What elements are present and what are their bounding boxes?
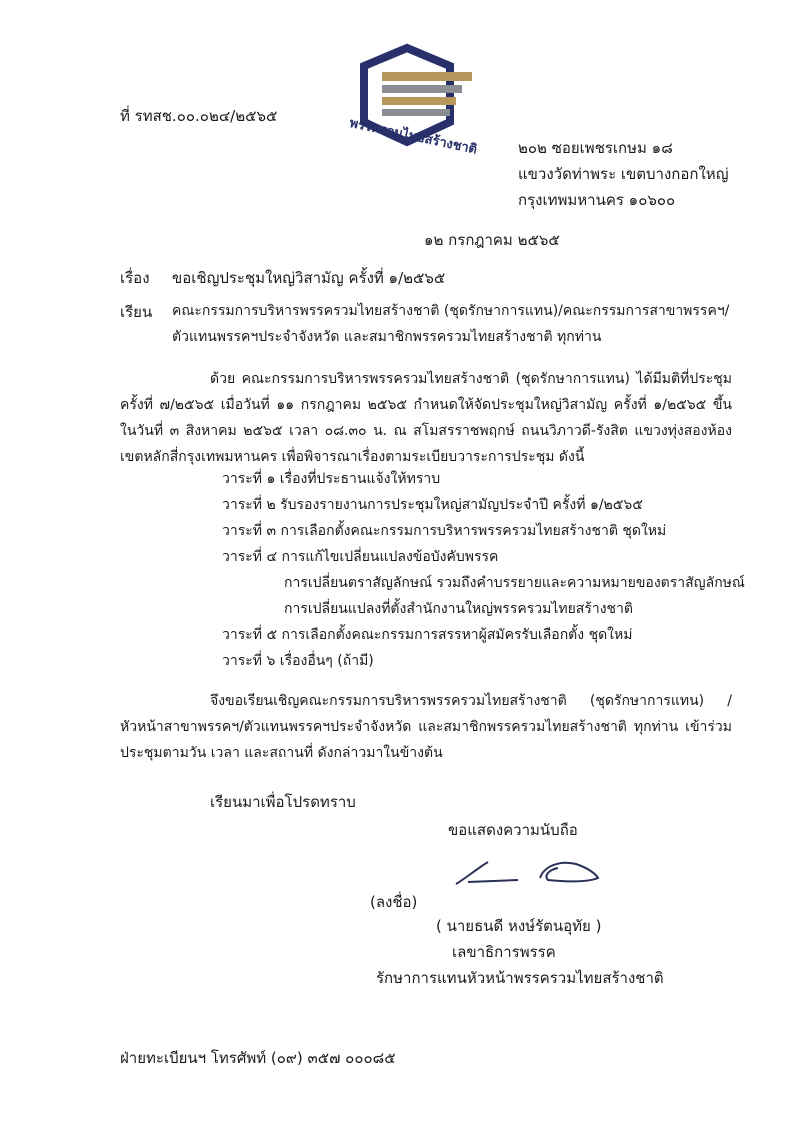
agenda-item-2: วาระที่ ๒ รับรองรายงานการประชุมใหญ่สามัญประจำปี ครั้งที่ ๑/๒๕๖๕: [222, 497, 643, 513]
party-logo: [348, 42, 502, 160]
signer-title-2: รักษาการแทนหัวหน้าพรรครวมไทยสร้างชาติ: [376, 969, 664, 987]
recipient-line-2: ตัวแทนพรรคฯประจำจังหวัด และสมาชิกพรรครวมไทยสร้างชาติ ทุกท่าน: [172, 329, 602, 345]
for-information: เรียนมาเพื่อโปรดทราบ: [210, 793, 356, 811]
address-line-3: กรุงเทพมหานคร ๑๐๖๐๐: [518, 191, 676, 209]
logo-text: พรรครวมไทยสร้างชาติ: [348, 115, 479, 158]
signer-name: ( นายธนดี หงษ์รัตนอุทัย ): [436, 917, 602, 935]
agenda-item-4: วาระที่ ๔ การแก้ไขเปลี่ยนแปลงข้อบังคับพรรค: [222, 549, 499, 565]
reference-number: ที่ รทสช.๐๐.๐๒๔/๒๕๖๕: [120, 107, 278, 125]
agenda-item-1: วาระที่ ๑ เรื่องที่ประธานแจ้งให้ทราบ: [222, 471, 441, 487]
handwritten-signature: [448, 852, 608, 892]
recipient-label: เรียน: [120, 303, 153, 321]
agenda-list: [222, 466, 745, 674]
signed-label: (ลงชื่อ): [370, 893, 418, 911]
regards: ขอแสดงความนับถือ: [448, 821, 578, 839]
closing-paragraph-text: จึงขอเรียนเชิญคณะกรรมการบริหารพรรครวมไทยสร้างชาติ (ชุดรักษาการแทน) /หัวหน้าสาขาพรรคฯ/ตัวแทนพรรคฯประจำจังหวัด และสมาชิกพรรครวมไทยสร้างชาติ ทุกท่าน เข้าร่วม ประชุมตามวัน เวลา และสถานที่ ดังกล่าวมาในข้างต้น: [120, 693, 732, 761]
subject-text: ขอเชิญประชุมใหญ่วิสามัญ ครั้งที่ ๑/๒๕๖๕: [172, 269, 446, 287]
body-paragraph-text: ด้วย คณะกรรมการบริหารพรรครวมไทยสร้างชาติ (ชุดรักษาการแทน) ได้มีมติที่ประชุม ครั้งที่ ๗/๒๕๖๕ เมื่อวันที่ ๑๑ กรกฎาคม ๒๕๖๕ กำหนดให้จัดประชุมใหญ่วิสามัญ ครั้งที่ ๑/๒๕๖๕ ขึ้น ในวันที่ ๓ สิงหาคม ๒๕๖๕ เวลา ๐๘.๓๐ น. ณ สโมสรราชพฤกษ์ ถนนวิภาวดี-รังสิต แขวงทุ่งสองห้อง เขตหลักสี่กรุงเทพมหานคร เพื่อพิจารณาเรื่องตามระเบียบวาระการประชุม ดังนี้: [120, 371, 733, 465]
agenda-item-4-sub-1: การเปลี่ยนตราสัญลักษณ์ รวมถึงคำบรรยายและความหมายของตราสัญลักษณ์: [284, 575, 745, 591]
closing-paragraph: [120, 688, 732, 766]
footer-contact: ฝ่ายทะเบียนฯ โทรศัพท์ (๐๙) ๓๕๗ ๐๐๐๘๕: [120, 1049, 396, 1067]
agenda-item-6: วาระที่ ๖ เรื่องอื่นๆ (ถ้ามี): [222, 653, 374, 669]
body-paragraph: [120, 366, 732, 470]
agenda-item-5: วาระที่ ๕ การเลือกตั้งคณะกรรมการสรรหาผู้สมัครรับเลือกตั้ง ชุดใหม่: [222, 627, 633, 643]
address-line-2: แขวงวัดท่าพระ เขตบางกอกใหญ่: [518, 165, 729, 183]
subject-label: เรื่อง: [120, 269, 150, 287]
address-line-1: ๒๐๒ ซอยเพชรเกษม ๑๘: [518, 139, 673, 157]
agenda-item-4-sub-2: การเปลี่ยนแปลงที่ตั้งสำนักงานใหญ่พรรครวมไทยสร้างชาติ: [284, 601, 634, 617]
signer-title-1: เลขาธิการพรรค: [452, 943, 556, 961]
recipient-line-1: คณะกรรมการบริหารพรรครวมไทยสร้างชาติ (ชุดรักษาการแทน)/คณะกรรมการสาขาพรรคฯ/: [172, 303, 730, 319]
letter-date: ๑๒ กรกฎาคม ๒๕๖๕: [424, 231, 560, 249]
agenda-item-3: วาระที่ ๓ การเลือกตั้งคณะกรรมการบริหารพรรครวมไทยสร้างชาติ ชุดใหม่: [222, 523, 667, 539]
